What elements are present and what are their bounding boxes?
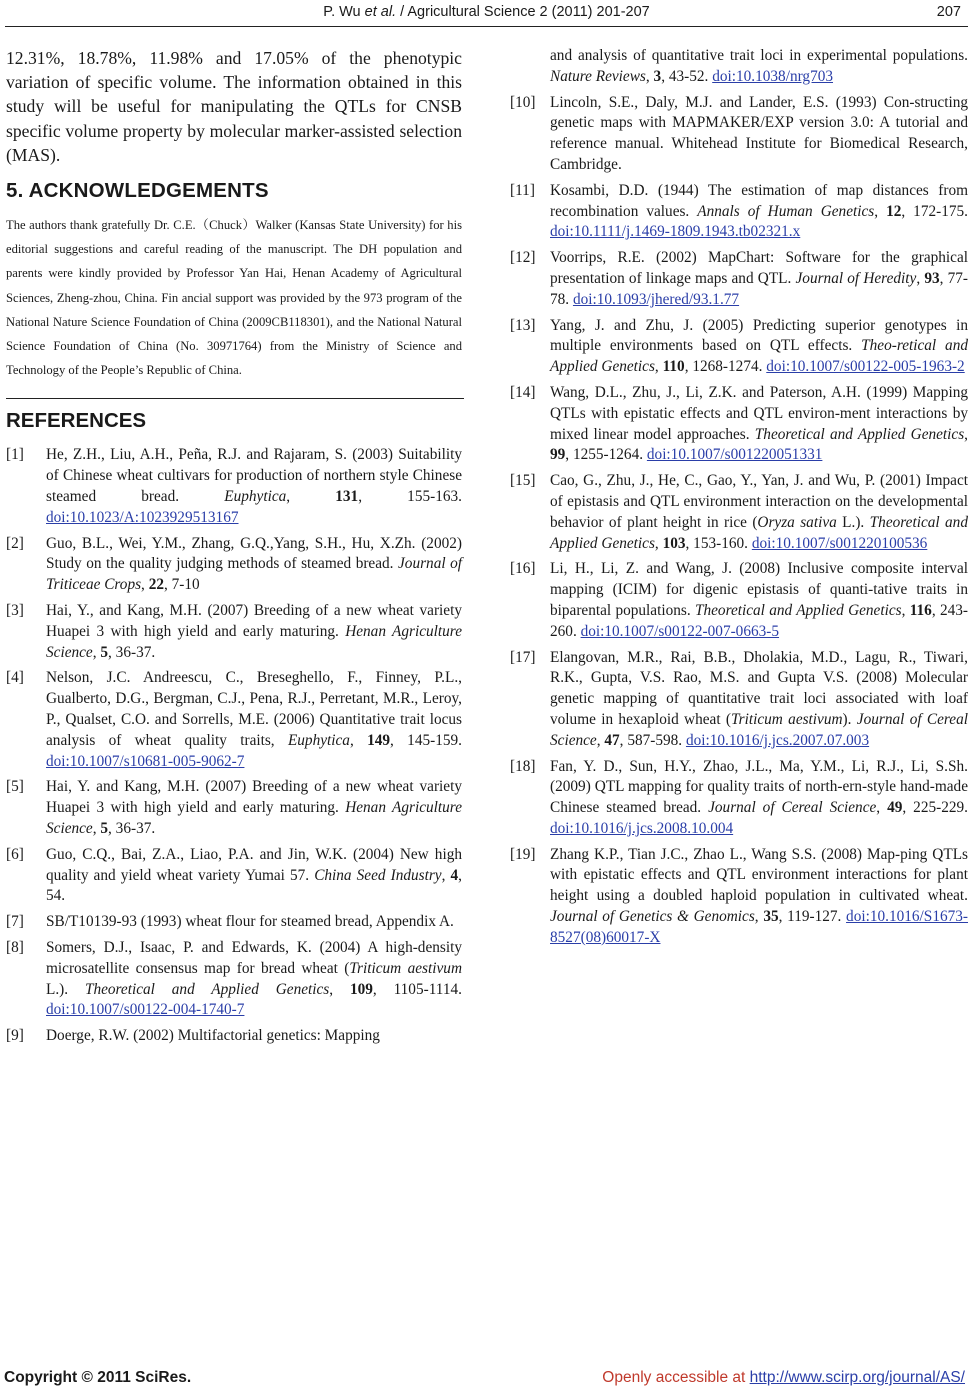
- reference-item: [8] Somers, D.J., Isaac, P. and Edwards, K. (2004) A high-density microsatellite consensus map for bread wheat (Triticum aestivum L.). Theoretical and Applied Genetics, 109, 1105-1114. doi:10.1007/s00122-004-1740-7: [6, 938, 462, 1019]
- doi-link[interactable]: doi:10.1007/s00122-005-1963-2: [766, 358, 965, 376]
- reference-item: [16] Li, H., Li, Z. and Wang, J. (2008) Inclusive composite interval mapping (ICIM) for digenic epistasis of quanti-tative traits in biparental populations. Theoretical and Applied Genetics, 116, 243-260. doi:10.1007/s00122-007-0663-5: [510, 560, 968, 640]
- reference-item: [5] Hai, Y. and Kang, M.H. (2007) Breeding of a new wheat variety Huapei 3 with high yield and early maturing. Henan Agriculture Science, 5, 36-37.: [6, 778, 462, 837]
- reference-item: [3] Hai, Y., and Kang, M.H. (2007) Breeding of a new wheat variety Huapei 3 with high yield and early maturing. Henan Agriculture Science, 5, 36-37.: [6, 602, 462, 661]
- reference-item: [14] Wang, D.L., Zhu, J., Li, Z.K. and Paterson, A.H. (1999) Mapping QTLs with epistatic effects and QTL environ-ment interactions by mixed linear model approaches. Theoretical and Applied Genetics, 99, 1255-1264. doi:10.1007/s001220051331: [510, 383, 968, 464]
- open-access-notice: Openly accessible at http://www.scirp.org/journal/AS/: [602, 1369, 965, 1386]
- reference-item: [17] Elangovan, M.R., Rai, B.B., Dholakia, M.D., Lagu, R., Tiwari, R.K., Gupta, V.S. Rao, M.S. and Gupta V.S. (2008) Molecular genetic mapping of quantitative trait loci associated with loaf volume in hexaploid wheat (Triticum aestivum). Journal of Cereal Science, 47, 587-598. doi:10.1016/j.jcs.2007.07.003: [510, 648, 968, 749]
- doi-link[interactable]: doi:10.1007/s00122-004-1740-7: [46, 1001, 245, 1019]
- running-head: P. Wu et al. / Agricultural Science 2 (2011) 201-207: [323, 4, 650, 20]
- acknowledgements-text: The authors thank gratefully Dr. C.E.（Chuck）Walker (Kansas State University) for his editorial suggestions and careful reading of the manuscript. The DH population and parents were kindly provided by Professor Yan Hai, Henan Academy of Agricultural Sciences, Zheng-zhou, China. Fin ancial support was provided by the 973 program of the National Nature Science Foundation of China (2009CB118301), and the National Natural Science Foundation of China (No. 30971764) from the Ministry of Science and Technology of the People’s Republic of China.: [6, 218, 462, 378]
- page-footer: [0, 1369, 973, 1389]
- right-column: [510, 46, 968, 954]
- doi-link[interactable]: doi:10.1023/A:1023929513167: [46, 508, 239, 526]
- reference-item: [19] Zhang K.P., Tian J.C., Zhao L., Wang S.S. (2008) Map-ping QTLs with epistatic effects and QTL environment interactions for plant height using a doubled haploid population in cultivated wheat. Journal of Genetics & Genomics, 35, 119-127. doi:10.1016/S1673-8527(08)60017-X: [510, 845, 969, 946]
- reference-item: [11] Kosambi, D.D. (1944) The estimation of map distances from recombination values. Annals of Human Genetics, 12, 172-175. doi:10.1111/j.1469-1809.1943.tb02321.x: [510, 181, 968, 241]
- reference-item: [9] Doerge, R.W. (2002) Multifactorial genetics: Mapping: [6, 1027, 380, 1045]
- doi-link[interactable]: doi:10.1016/S1673-8527(08)60017-X: [550, 908, 969, 946]
- acknowledgements-heading: 5. ACKNOWLEDGEMENTS: [6, 179, 269, 203]
- doi-link[interactable]: doi:10.1007/s001220051331: [646, 446, 823, 464]
- intro-paragraph: 12.31%, 18.78%, 11.98% and 17.05% of the phenotypic variation of specific volume. The information obtained in this study will be useful for manipulating the QTLs for CNSB specific volume property by molecular marker-assisted selection (MAS).: [6, 48, 462, 165]
- doi-link[interactable]: doi:10.1016/j.jcs.2007.07.003: [685, 731, 870, 749]
- running-header: [0, 4, 973, 24]
- doi-link[interactable]: doi:10.1016/j.jcs.2008.10.004: [550, 819, 734, 837]
- page-number: 207: [936, 4, 961, 20]
- reference-r9-part2: and analysis of quantitative trait loci in experimental populations.: [550, 47, 968, 64]
- reference-item: [12] Voorrips, R.E. (2002) MapChart: Software for the graphical presentation of linkage maps and QTL. Journal of Heredity, 93, 77-78. doi:10.1093/jhered/93.1.77: [510, 249, 968, 308]
- reference-item: [7] SB/T10139-93 (1993) wheat flour for steamed bread, Appendix A.: [6, 913, 454, 931]
- reference-item: [2] Guo, B.L., Wei, Y.M., Zhang, G.Q.,Yang, S.H., Hu, X.Zh. (2002) Study on the quality judging methods of steamed bread. Journal of Triticeae Crops, 22, 7-10: [6, 534, 462, 594]
- doi-link[interactable]: doi:10.1007/s00122-007-0663-5: [580, 622, 780, 640]
- doi-link[interactable]: doi:10.1007/s10681-005-9062-7: [46, 752, 245, 770]
- left-column: [6, 46, 462, 1047]
- reference-item: [18] Fan, Y. D., Sun, H.Y., Zhao, J.L., Ma, Y.M., Li, R.J., Li, S.Sh. (2009) QTL mapping for quality traits of north-ern-style hand-made Chinese steamed bread. Journal of Cereal Science, 49, 225-229. doi:10.1016/j.jcs.2008.10.004: [510, 757, 968, 837]
- section-rule: [6, 398, 464, 399]
- reference-item: [13] Yang, J. and Zhu, J. (2005) Predicting superior genotypes in multiple environments based on QTL effects. Theo-retical and Applied Genetics, 110, 1268-1274. doi:10.1007/s00122-005-1963-2: [510, 316, 968, 376]
- references-heading: REFERENCES: [6, 409, 147, 433]
- doi-link[interactable]: doi:10.1038/nrg703: [712, 67, 834, 85]
- doi-link[interactable]: doi:10.1111/j.1469-1809.1943.tb02321.x: [550, 223, 801, 241]
- journal-url-link[interactable]: http://www.scirp.org/journal/AS/: [749, 1369, 965, 1386]
- reference-item: [10] Lincoln, S.E., Daly, M.J. and Lander, E.S. (1993) Con-structing genetic maps with MAPMAKER/EXP version 3.0: A tutorial and reference manual. Whitehead Institute for Biomedical Research, Cambridge.: [510, 93, 968, 173]
- header-rule: [5, 26, 968, 27]
- reference-item: [15] Cao, G., Zhu, J., He, C., Gao, Y., Yan, J. and Wu, P. (2001) Impact of epistasis and QTL environment interaction on the developmental behavior of plant height in rice (Oryza sativa L.). Theoretical and Applied Genetics, 103, 153-160. doi:10.1007/s001220100536: [510, 472, 968, 552]
- reference-item: [4] Nelson, J.C. Andreescu, C., Breseghello, F., Finney, P.L., Gualberto, D.G., Bergman, C.J., Pena, R.J., Perretant, M.R., Leroy, P., Qualset, C.O. and Sorrells, M.E. (2006) Quantitative trait locus analysis of wheat quality traits, Euphytica, 149, 145-159. doi:10.1007/s10681-005-9062-7: [6, 669, 462, 770]
- doi-link[interactable]: doi:10.1093/jhered/93.1.77: [572, 290, 740, 308]
- reference-item: [6] Guo, C.Q., Bai, Z.A., Liao, P.A. and Jin, W.K. (2004) New high quality and yield wheat variety Yumai 57. China Seed Industry, 4, 54.: [6, 845, 462, 905]
- reference-item: [1] He, Z.H., Liu, A.H., Peña, R.J. and Rajaram, S. (2003) Suitability of Chinese wheat cultivars for production of northern style Chinese steamed bread. Euphytica, 131, 155-163. doi:10.1023/A:1023929513167: [6, 446, 462, 526]
- doi-link[interactable]: doi:10.1007/s001220100536: [751, 534, 928, 552]
- copyright-notice: Copyright © 2011 SciRes.: [4, 1369, 192, 1386]
- reference-r9-part1: Doerge, R.W. (2002) Multifactorial genetics: Mapping: [46, 1027, 380, 1045]
- reference-item-continued: and analysis of quantitative trait loci in experimental populations. Nature Reviews, 3, 43-52. doi:10.1038/nrg703: [550, 47, 968, 85]
